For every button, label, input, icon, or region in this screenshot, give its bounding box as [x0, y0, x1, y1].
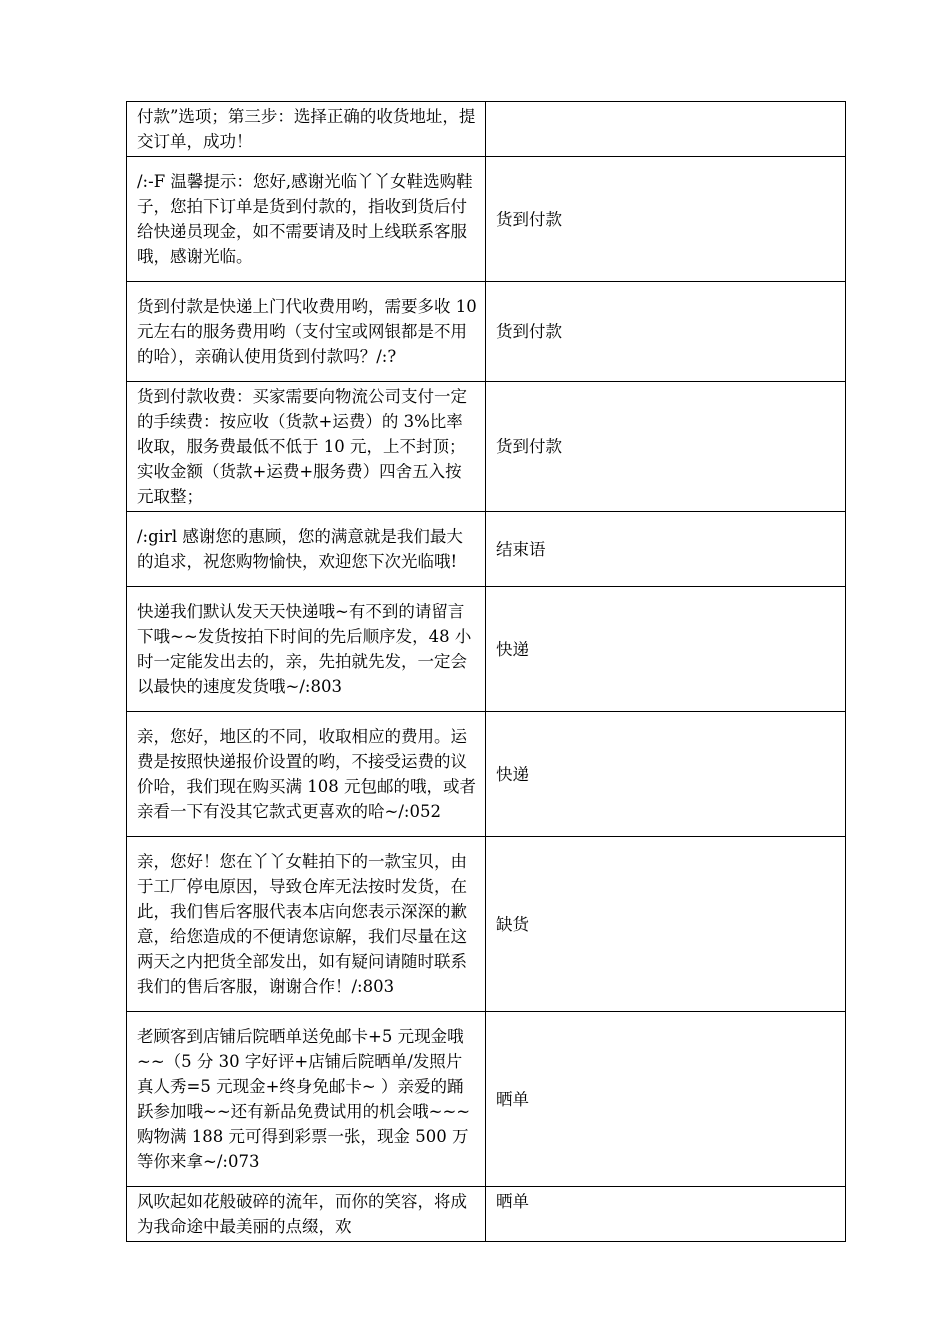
reply-text-cell: 货到付款是快递上门代收费用哟，需要多收 10 元左右的服务费用哟（支付宝或网银都是不用的哈），亲确认使用货到付款吗？/:?	[127, 282, 486, 382]
category-cell: 快递	[486, 712, 846, 837]
table-row	[127, 102, 846, 157]
reply-text-cell: 货到付款收费：买家需要向物流公司支付一定的手续费：按应收（货款+运费）的 3%比率收取，服务费最低不低于 10 元，上不封顶；实收金额（货款+运费+服务费）四舍五入按元取整；	[127, 382, 486, 512]
category-cell: 快递	[486, 587, 846, 712]
category-cell: 缺货	[486, 837, 846, 1012]
reply-template-table	[126, 101, 846, 1242]
reply-text-cell: /:-F 温馨提示：您好,感谢光临丫丫女鞋选购鞋子，您拍下订单是货到付款的，指收到货后付给快递员现金，如不需要请及时上线联系客服哦，感谢光临。	[127, 157, 486, 282]
category-cell: 货到付款	[486, 157, 846, 282]
category-cell: 晒单	[486, 1012, 846, 1187]
table-row	[127, 512, 846, 587]
reply-text-cell: 亲，您好，地区的不同，收取相应的费用。运费是按照快递报价设置的哟，不接受运费的议价哈，我们现在购买满 108 元包邮的哦，或者亲看一下有没其它款式更喜欢的哈~/:052	[127, 712, 486, 837]
table-row	[127, 1012, 846, 1187]
table-row	[127, 157, 846, 282]
category-cell: 货到付款	[486, 282, 846, 382]
table-row	[127, 1187, 846, 1242]
category-cell: 结束语	[486, 512, 846, 587]
table-row	[127, 282, 846, 382]
category-cell: 晒单	[486, 1187, 846, 1242]
table-row	[127, 382, 846, 512]
reply-text-cell: 快递我们默认发天天快递哦~有不到的请留言下哦~~发货按拍下时间的先后顺序发，48 小时一定能发出去的，亲，先拍就先发，一定会以最快的速度发货哦~/:803	[127, 587, 486, 712]
reply-text-cell: /:girl 感谢您的惠顾，您的满意就是我们最大的追求，祝您购物愉快，欢迎您下次光临哦!	[127, 512, 486, 587]
table-row	[127, 712, 846, 837]
category-cell: 货到付款	[486, 382, 846, 512]
reply-text-cell: 付款”选项；第三步：选择正确的收货地址，提交订单，成功！	[127, 102, 486, 157]
reply-text-cell: 亲，您好！您在丫丫女鞋拍下的一款宝贝，由于工厂停电原因，导致仓库无法按时发货，在此，我们售后客服代表本店向您表示深深的歉意，给您造成的不便请您谅解，我们尽量在这两天之内把货全部发出，如有疑问请随时联系我们的售后客服，谢谢合作！/:803	[127, 837, 486, 1012]
reply-text-cell: 风吹起如花般破碎的流年，而你的笑容，将成为我命途中最美丽的点缀，欢	[127, 1187, 486, 1242]
table-row	[127, 837, 846, 1012]
category-cell	[486, 102, 846, 157]
reply-text-cell: 老顾客到店铺后院晒单送免邮卡+5 元现金哦~~（5 分 30 字好评+店铺后院晒单/发照片真人秀=5 元现金+终身免邮卡~ ）亲爱的踊跃参加哦~~还有新品免费试用的机会哦~~~ 购物满 188 元可得到彩票一张，现金 500 万等你来拿~/:073	[127, 1012, 486, 1187]
table-row	[127, 587, 846, 712]
